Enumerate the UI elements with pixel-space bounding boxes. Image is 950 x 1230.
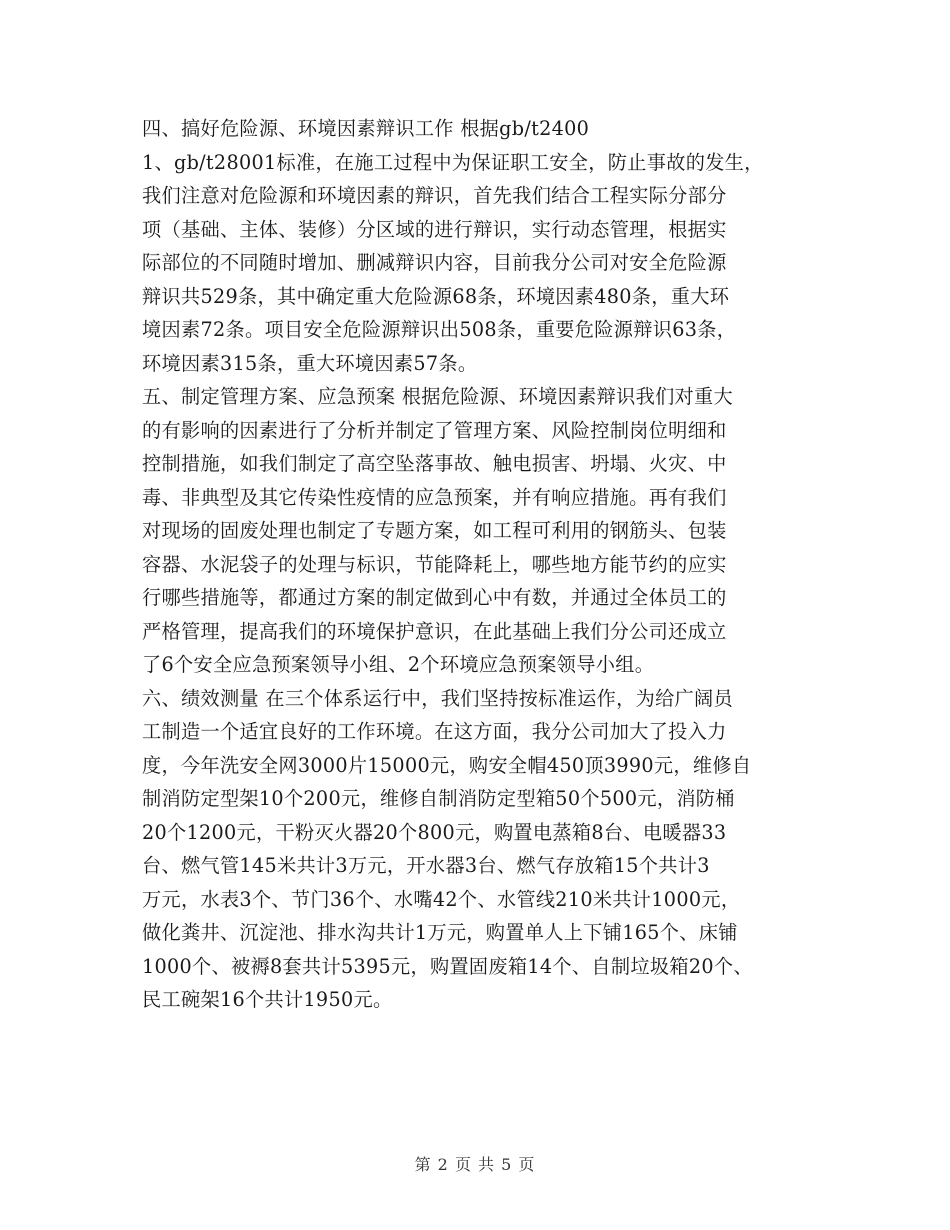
text-line: 环境因素315条，重大环境因素57条。 bbox=[142, 351, 478, 375]
text-line: 项（基础、主体、装修）分区域的进行辩识，实行动态管理，根据实 bbox=[142, 217, 727, 241]
text-line: 辩识共529条，其中确定重大危险源68条，环境因素480条，重大环 bbox=[142, 284, 730, 308]
text-line: 控制措施，如我们制定了高空坠落事故、触电损害、坍塌、火灾、中 bbox=[142, 452, 727, 475]
text-line: 我们注意对危险源和环境因素的辩识，首先我们结合工程实际分部分 bbox=[142, 184, 727, 207]
text-line: 容器、水泥袋子的处理与标识，节能降耗上，哪些地方能节约的应实 bbox=[142, 552, 727, 576]
text-line: 度，今年洗安全网3000片15000元，购安全帽450顶3990元，维修自 bbox=[142, 753, 752, 777]
text-line: 20个1200元，干粉灭火器20个800元，购置电蒸箱8台、电暖器33 bbox=[142, 820, 727, 844]
text-line: 五、制定管理方案、应急预案 根据危险源、环境因素辩识我们对重大 bbox=[142, 385, 734, 408]
body-text bbox=[142, 112, 814, 1017]
text-line: 际部位的不同随时增加、删减辩识内容，目前我分公司对安全危险源 bbox=[142, 251, 727, 274]
text-line: 1000个、被褥8套共计5395元，购置固废箱14个、自制垃圾箱20个、 bbox=[142, 954, 753, 978]
text-line: 的有影响的因素进行了分析并制定了管理方案、风险控制岗位明细和 bbox=[142, 418, 727, 442]
text-line: 境因素72条。项目安全危险源辩识出508条，重要危险源辩识63条， bbox=[142, 318, 737, 341]
text-line: 对现场的固废处理也制定了专题方案，如工程可利用的钢筋头、包装 bbox=[142, 519, 727, 542]
text-line: 万元，水表3个、节门36个、水嘴42个、水管线210米共计1000元， bbox=[142, 887, 741, 911]
text-line: 严格管理，提高我们的环境保护意识，在此基础上我们分公司还成立 bbox=[142, 619, 727, 643]
text-line: 工制造一个适宜良好的工作环境。在这方面，我分公司加大了投入力 bbox=[142, 720, 727, 743]
text-line: 做化粪井、沉淀池、排水沟共计1万元，购置单人上下铺165个、床铺 bbox=[142, 921, 738, 944]
text-line: 行哪些措施等，都通过方案的制定做到心中有数，并通过全体员工的 bbox=[142, 586, 727, 609]
text-line: 四、搞好危险源、环境因素辩识工作 根据gb/t2400 bbox=[142, 117, 590, 140]
text-line: 制消防定型架10个200元，维修自制消防定型箱50个500元，消防桶 bbox=[142, 787, 735, 810]
text-line: 六、绩效测量 在三个体系运行中，我们坚持按标准运作，为给广阔员 bbox=[142, 686, 734, 710]
page-footer: 第 2 页 共 5 页 bbox=[414, 1155, 536, 1174]
text-line: 台、燃气管145米共计3万元，开水器3台、燃气存放箱15个共计3 bbox=[142, 854, 710, 877]
text-line: 民工碗架16个共计1950元。 bbox=[142, 988, 393, 1011]
text-line: 了6个安全应急预案领导小组、2个环境应急预案领导小组。 bbox=[142, 653, 655, 676]
text-line: 毒、非典型及其它传染性疫情的应急预案，并有响应措施。再有我们 bbox=[142, 485, 727, 509]
text-line: 1、gb/t28001标准，在施工过程中为保证职工安全，防止事故的发生， bbox=[142, 150, 764, 174]
